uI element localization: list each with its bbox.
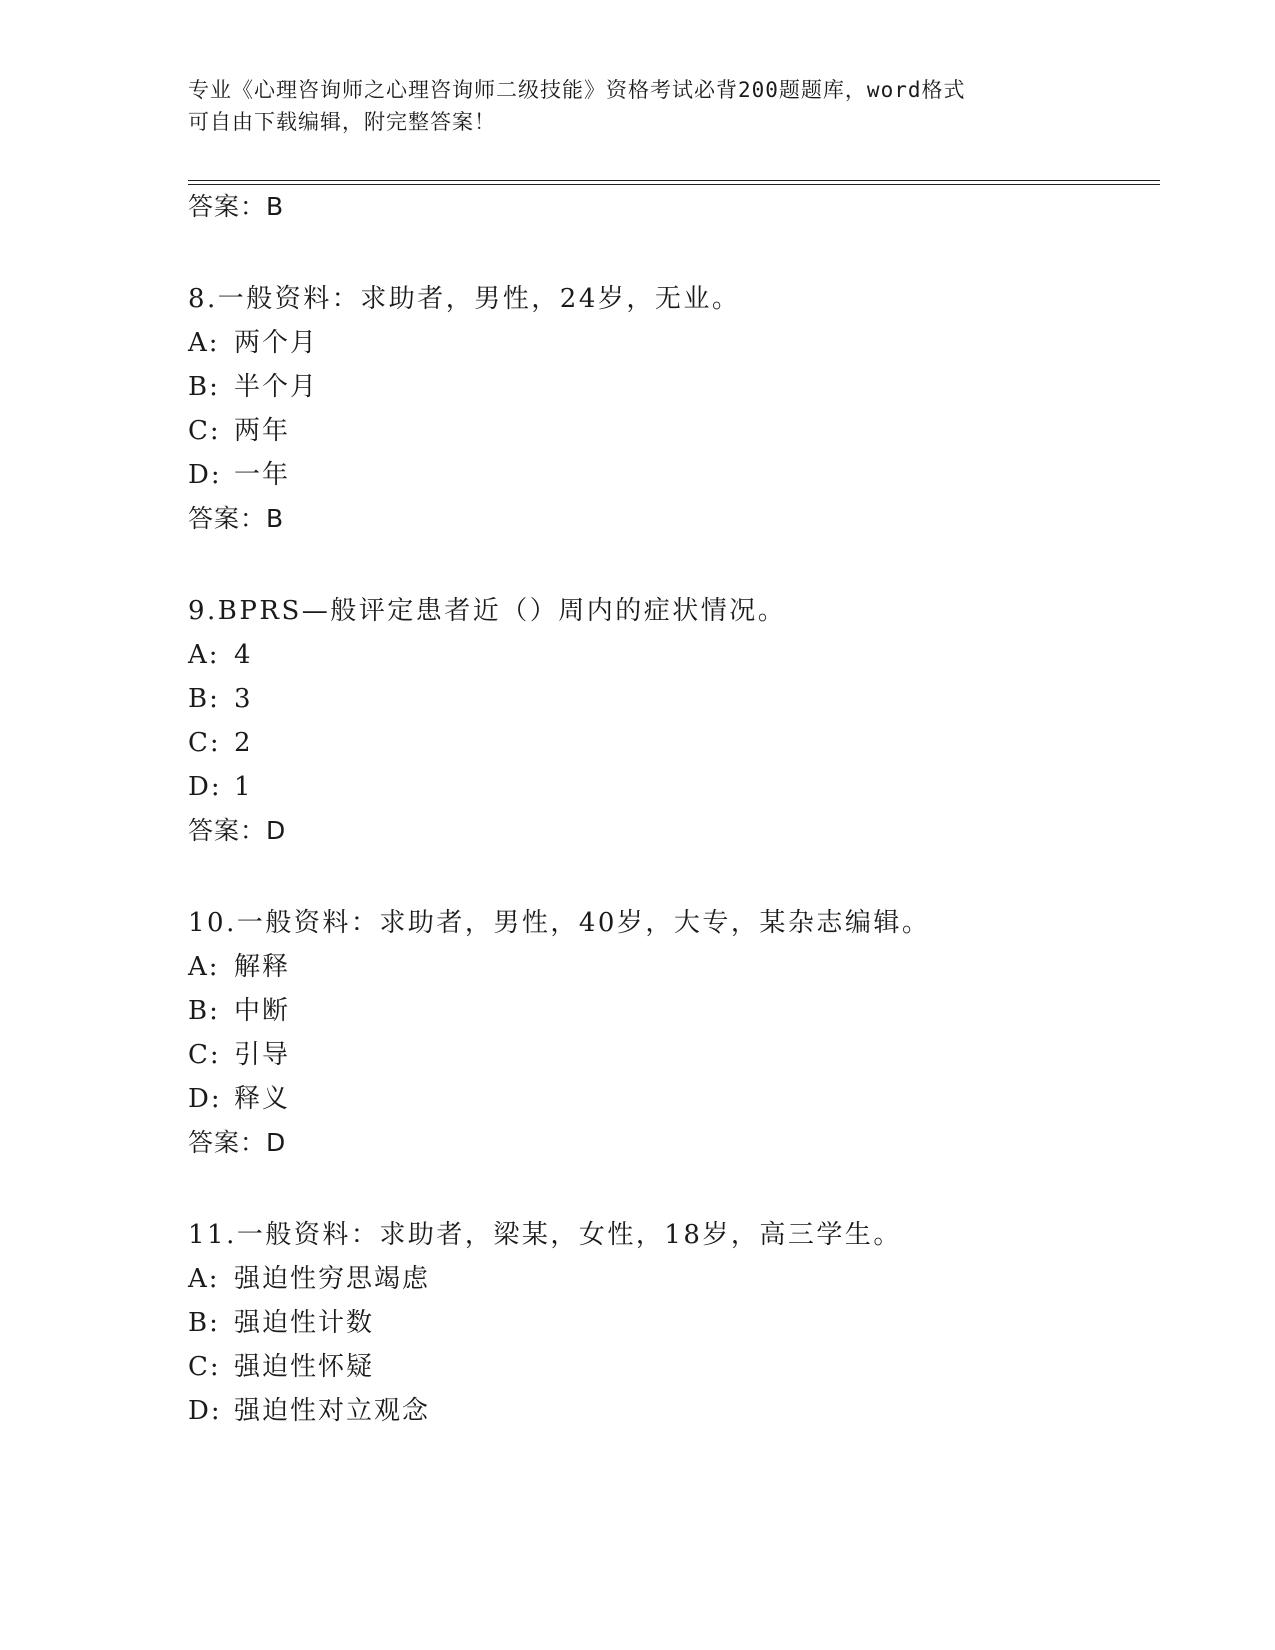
option-a	[188, 326, 318, 360]
option-text: 强迫性怀疑	[234, 1352, 375, 1382]
option-letter: A:	[188, 640, 220, 670]
option-text: 一年	[234, 460, 291, 490]
option-text: 中断	[234, 996, 291, 1026]
option-a	[188, 638, 253, 672]
option-text: 强迫性对立观念	[234, 1396, 431, 1426]
option-d	[188, 770, 253, 804]
header-divider	[188, 180, 1160, 185]
option-a	[188, 1262, 430, 1296]
option-letter: B:	[188, 372, 220, 402]
question-stem: 9.BPRS—般评定患者近（）周内的症状情况。	[188, 596, 787, 626]
option-b	[188, 1306, 374, 1340]
option-d	[188, 1082, 290, 1116]
option-letter: C:	[188, 1352, 221, 1382]
option-c	[188, 726, 253, 760]
option-letter: B:	[188, 684, 220, 714]
header-line-1: 专业《心理咨询师之心理咨询师二级技能》资格考试必背200题题库，word格式	[188, 78, 966, 102]
question-stem: 11.一般资料：求助者，梁某，女性，18岁，高三学生。	[188, 1220, 902, 1250]
answer-label: 答案：D	[188, 816, 287, 845]
option-text: 4	[234, 640, 253, 670]
option-letter: B:	[188, 996, 220, 1026]
header-line-2: 可自由下载编辑，附完整答案！	[188, 110, 496, 134]
option-b	[188, 370, 318, 404]
option-letter: A:	[188, 328, 220, 358]
answer-label: 答案：B	[188, 192, 285, 221]
option-letter: C:	[188, 1040, 221, 1070]
option-text: 半个月	[234, 372, 319, 402]
option-text: 强迫性计数	[234, 1308, 375, 1338]
option-d	[188, 1394, 430, 1428]
option-text: 两个月	[234, 328, 319, 358]
question-stem: 10.一般资料：求助者，男性，40岁，大专，某杂志编辑。	[188, 908, 931, 938]
option-d	[188, 458, 290, 492]
option-c	[188, 414, 290, 448]
option-text: 两年	[234, 416, 291, 446]
answer-label: 答案：D	[188, 1128, 287, 1157]
option-text: 1	[234, 772, 253, 802]
option-b	[188, 682, 253, 716]
document-header	[188, 74, 1088, 138]
option-letter: C:	[188, 728, 221, 758]
option-b	[188, 994, 290, 1028]
option-letter: B:	[188, 1308, 220, 1338]
answer-label: 答案：B	[188, 504, 285, 533]
option-letter: D:	[188, 772, 222, 802]
option-text: 3	[234, 684, 253, 714]
option-c	[188, 1038, 290, 1072]
option-letter: C:	[188, 416, 221, 446]
option-letter: A:	[188, 1264, 220, 1294]
option-letter: D:	[188, 1396, 222, 1426]
option-text: 引导	[234, 1040, 291, 1070]
option-c	[188, 1350, 374, 1384]
option-text: 强迫性穷思竭虑	[234, 1264, 431, 1294]
question-stem: 8.一般资料：求助者，男性，24岁，无业。	[188, 284, 741, 314]
option-letter: D:	[188, 460, 222, 490]
option-a	[188, 950, 290, 984]
option-text: 释义	[234, 1084, 291, 1114]
option-letter: A:	[188, 952, 220, 982]
option-text: 解释	[234, 952, 291, 982]
option-letter: D:	[188, 1084, 222, 1114]
option-text: 2	[234, 728, 253, 758]
